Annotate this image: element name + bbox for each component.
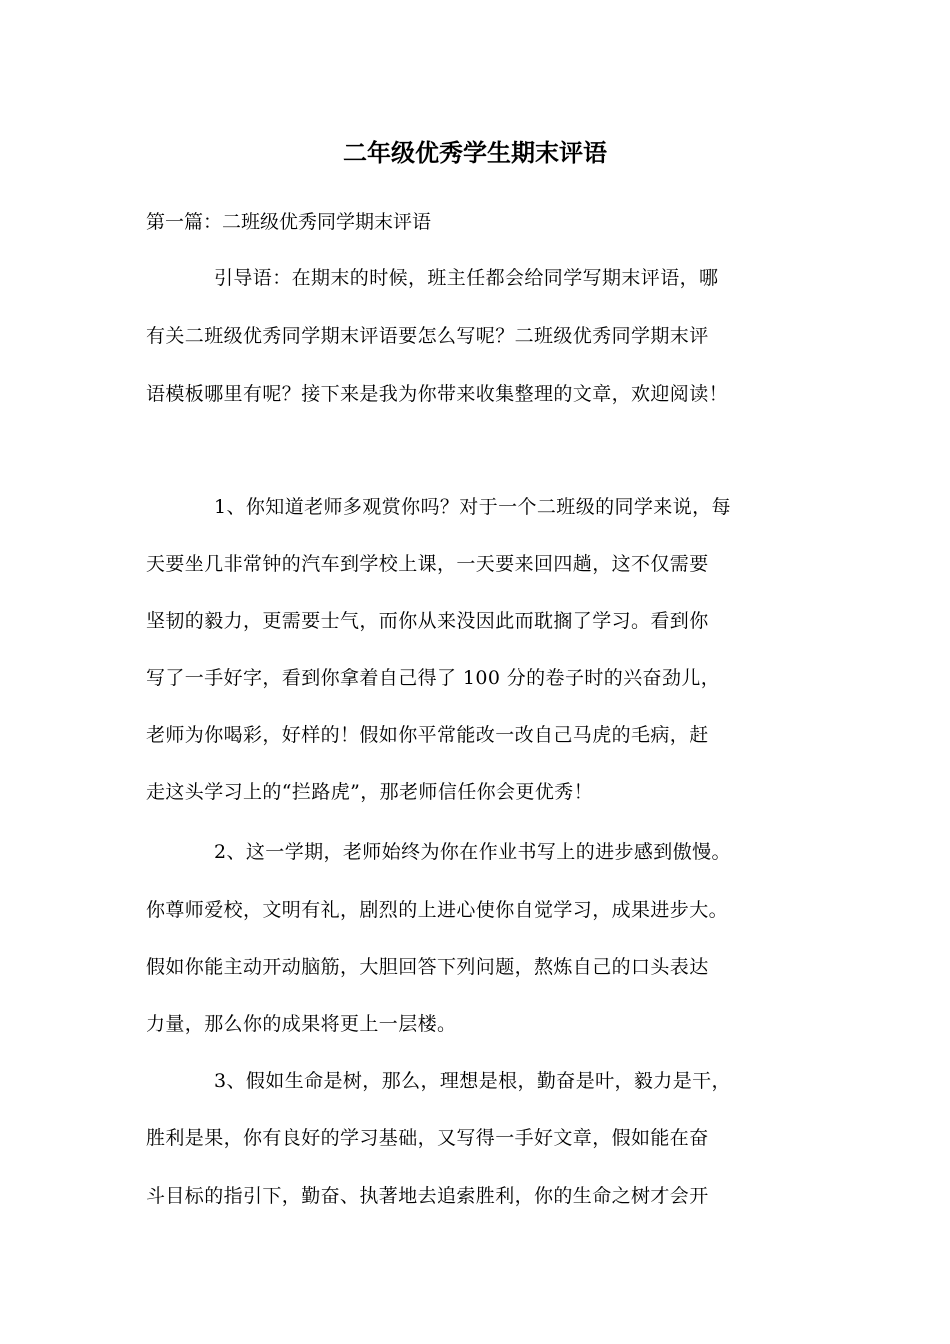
paragraph-line: 坚韧的毅力，更需要士气，而你从来没因此而耽搁了学习。看到你	[146, 610, 709, 632]
paragraph-line: 走这头学习上的“拦路虎”，那老师信任你会更优秀！	[146, 781, 594, 803]
paragraph-line: 老师为你喝彩，好样的！假如你平常能改一改自己马虎的毛病，赶	[146, 724, 709, 746]
paragraph-line: 力量，那么你的成果将更上一层楼。	[146, 1013, 457, 1035]
paragraph-line: 1、你知道老师多观赏你吗？对于一个二班级的同学来说，每	[214, 496, 731, 518]
paragraph-line: 2、这一学期，老师始终为你在作业书写上的进步感到傲慢。	[214, 841, 731, 863]
paragraph-line: 胜利是果，你有良好的学习基础，又写得一手好文章，假如能在奋	[146, 1127, 709, 1149]
paragraph-line: 你尊师爱校，文明有礼，剧烈的上进心使你自觉学习，成果进步大。	[146, 899, 729, 921]
document-title: 二年级优秀学生期末评语	[343, 138, 607, 167]
paragraph-line: 3、假如生命是树，那么，理想是根，勤奋是叶，毅力是干，	[214, 1070, 731, 1092]
paragraph-line: 有关二班级优秀同学期末评语要怎么写呢？二班级优秀同学期末评	[146, 325, 709, 347]
paragraph-line: 引导语：在期末的时候，班主任都会给同学写期末评语，哪	[214, 267, 719, 289]
paragraph-line: 天要坐几非常钟的汽车到学校上课，一天要来回四趟，这不仅需要	[146, 553, 709, 575]
paragraph-line: 斗目标的指引下，勤奋、执著地去追索胜利，你的生命之树才会开	[146, 1185, 709, 1207]
paragraph-line: 写了一手好字，看到你拿着自己得了 100 分的卷子时的兴奋劲儿，	[146, 667, 721, 689]
section-heading: 第一篇：二班级优秀同学期末评语	[146, 211, 432, 233]
paragraph-line: 假如你能主动开动脑筋，大胆回答下列问题，熬炼自己的口头表达	[146, 956, 709, 978]
paragraph-line: 语模板哪里有呢？接下来是我为你带来收集整理的文章，欢迎阅读！	[146, 383, 729, 405]
